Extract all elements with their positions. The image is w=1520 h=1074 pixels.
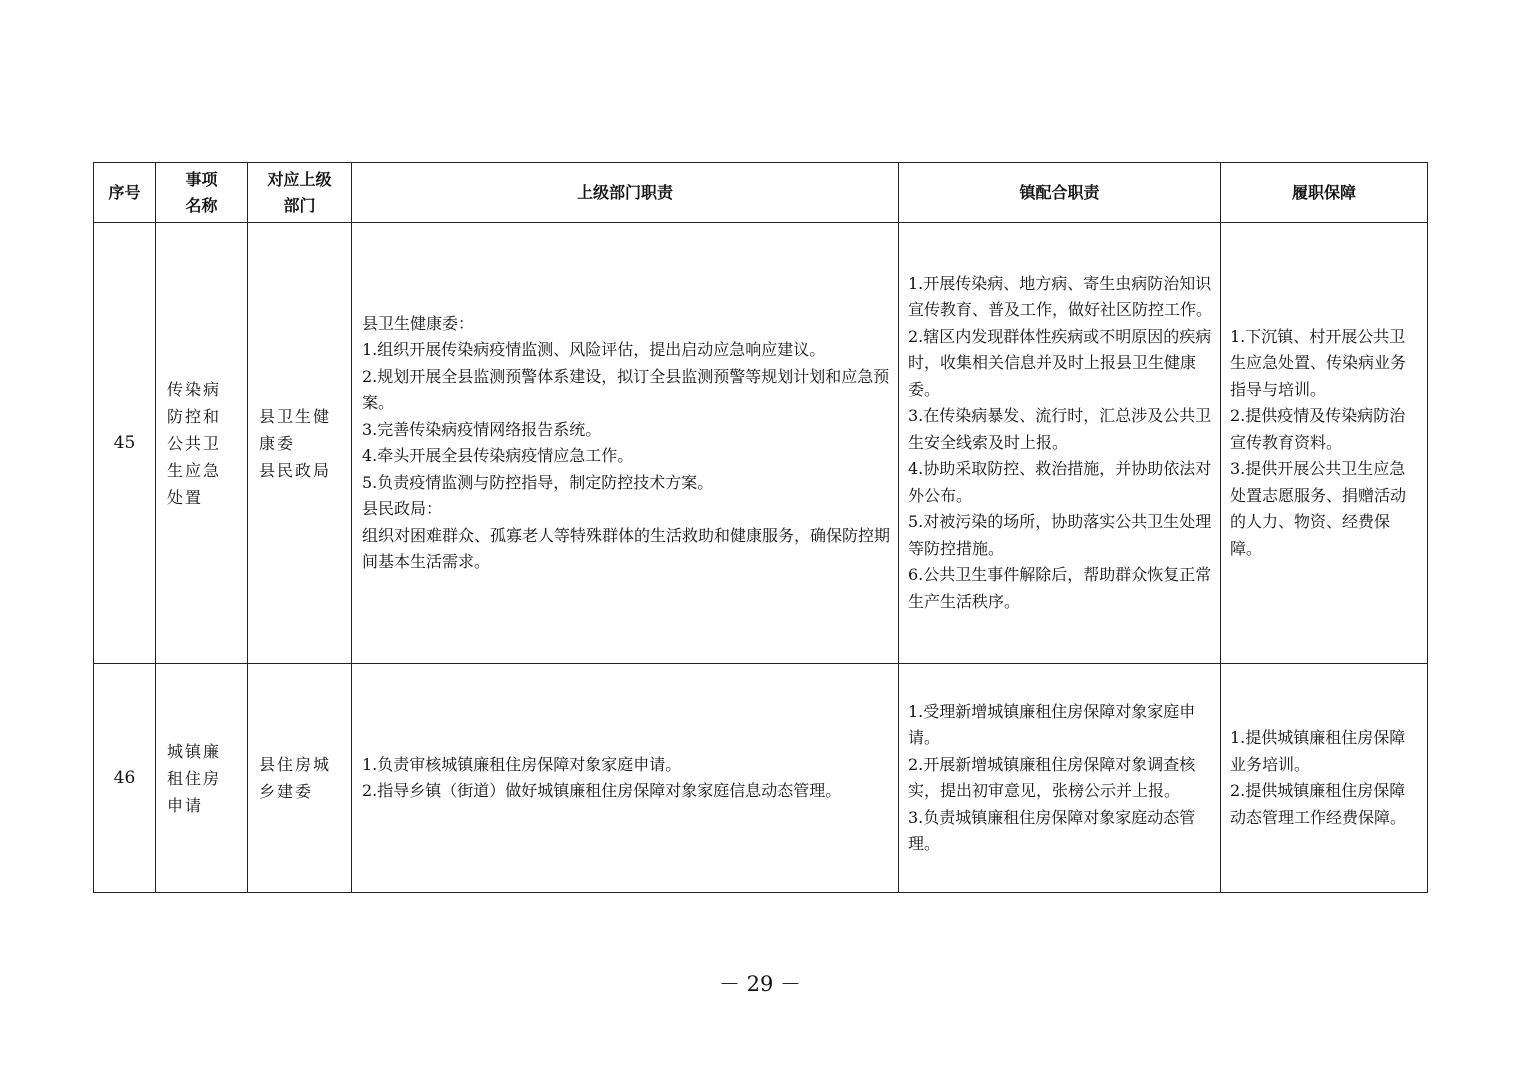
duty-table [93, 162, 1428, 893]
header-item-name-line: 事项 [185, 169, 218, 189]
header-guarantee: 履职保障 [1221, 163, 1428, 223]
guarantee-line: 3.提供开展公共卫生应急处置志愿服务、捐赠活动的人力、物资、经费保障。 [1230, 459, 1407, 558]
item-name-line: 防控和 [167, 406, 222, 426]
town-duty-line: 4.协助采取防控、救治措施，并协助依法对外公布。 [908, 459, 1212, 505]
upper-duty-line: 1.组织开展传染病疫情监测、风险评估，提出启动应急响应建议。 [362, 340, 826, 359]
guarantee-line: 2.提供疫情及传染病防治宣传教育资料。 [1230, 406, 1406, 452]
town-duty-line: 1.开展传染病、地方病、寄生虫病防治知识宣传教育、普及工作，做好社区防控工作。 [908, 273, 1213, 320]
table-header-row [94, 163, 1428, 223]
item-name-cell [156, 664, 248, 893]
upper-duties-cell [352, 223, 899, 664]
item-name-line: 处置 [167, 487, 204, 507]
item-name-line: 传染病 [167, 379, 222, 399]
header-dept-line: 部门 [283, 195, 316, 215]
header-seq: 序号 [94, 163, 156, 223]
dept-line: 康委 [259, 433, 296, 453]
dept-cell [248, 664, 352, 893]
upper-duty-line: 1.负责审核城镇廉租住房保障对象家庭申请。 [362, 754, 682, 774]
guarantee-line: 2.提供城镇廉租住房保障动态管理工作经费保障。 [1230, 781, 1407, 827]
row-number: 45 [94, 223, 156, 664]
upper-duty-line: 3.完善传染病疫情网络报告系统。 [362, 419, 602, 439]
header-item-name [156, 163, 248, 223]
item-name-line: 申请 [167, 795, 204, 815]
town-duty-line: 3.在传染病暴发、流行时，汇总涉及公共卫生安全线索及时上报。 [908, 406, 1212, 452]
upper-duties-cell [352, 664, 899, 893]
header-upper-duties: 上级部门职责 [352, 163, 899, 223]
page-number: － 29 － [718, 972, 802, 996]
item-name-line: 城镇廉 [167, 741, 222, 761]
guarantee-line: 1.提供城镇廉租住房保障业务培训。 [1230, 728, 1406, 774]
dept-line: 乡建委 [259, 782, 314, 801]
town-duty-line: 2.开展新增城镇廉租住房保障对象调查核实，提出初审意见，张榜公示并上报。 [908, 754, 1196, 800]
guarantee-cell [1221, 664, 1428, 893]
item-name-cell [156, 223, 248, 664]
header-town-duties: 镇配合职责 [899, 163, 1221, 223]
town-duty-line: 1.受理新增城镇廉租住房保障对象家庭申请。 [908, 701, 1196, 747]
town-duties-cell [899, 664, 1221, 893]
town-duty-line: 5.对被污染的场所，协助落实公共卫生处理等防控措施。 [908, 512, 1212, 558]
town-duty-line: 2.辖区内发现群体性疾病或不明原因的疾病时，收集相关信息并及时上报县卫生健康委。 [908, 326, 1212, 399]
guarantee-line: 1.下沉镇、村开展公共卫生应急处置、传染病业务指导与培训。 [1230, 326, 1407, 399]
dept-line: 县民政局 [259, 460, 332, 480]
upper-duty-line: 4.牵头开展全县传染病疫情应急工作。 [362, 446, 634, 465]
town-duties-cell [899, 223, 1221, 664]
town-duty-line: 3.负责城镇廉租住房保障对象家庭动态管理。 [908, 807, 1196, 853]
item-name-line: 租住房 [167, 768, 222, 788]
upper-duty-line: 5.负责疫情监测与防控指导，制定防控技术方案。 [362, 472, 714, 492]
upper-duty-line: 2.指导乡镇（街道）做好城镇廉租住房保障对象家庭信息动态管理。 [362, 781, 842, 800]
town-duty-line: 6.公共卫生事件解除后，帮助群众恢复正常生产生活秩序。 [908, 565, 1212, 611]
item-name-line: 生应急 [167, 460, 222, 480]
dept-line: 县卫生健 [259, 406, 332, 426]
upper-duty-line: 2.规划开展全县监测预警体系建设，拟订全县监测预警等规划计划和应急预案。 [362, 366, 890, 412]
item-name-line: 公共卫 [167, 433, 222, 453]
dept-line: 县住房城 [259, 755, 332, 774]
table-row [94, 664, 1428, 893]
header-item-name-line: 名称 [185, 195, 218, 215]
upper-duty-line: 县卫生健康委： [362, 313, 475, 333]
upper-duty-line: 县民政局： [362, 499, 443, 518]
row-number: 46 [94, 664, 156, 893]
table-row [94, 223, 1428, 664]
guarantee-cell [1221, 223, 1428, 664]
header-dept [248, 163, 352, 223]
header-dept-line: 对应上级 [267, 169, 332, 189]
upper-duty-line: 组织对困难群众、孤寡老人等特殊群体的生活救助和健康服务，确保防控期间基本生活需求。 [362, 525, 891, 571]
dept-cell [248, 223, 352, 664]
